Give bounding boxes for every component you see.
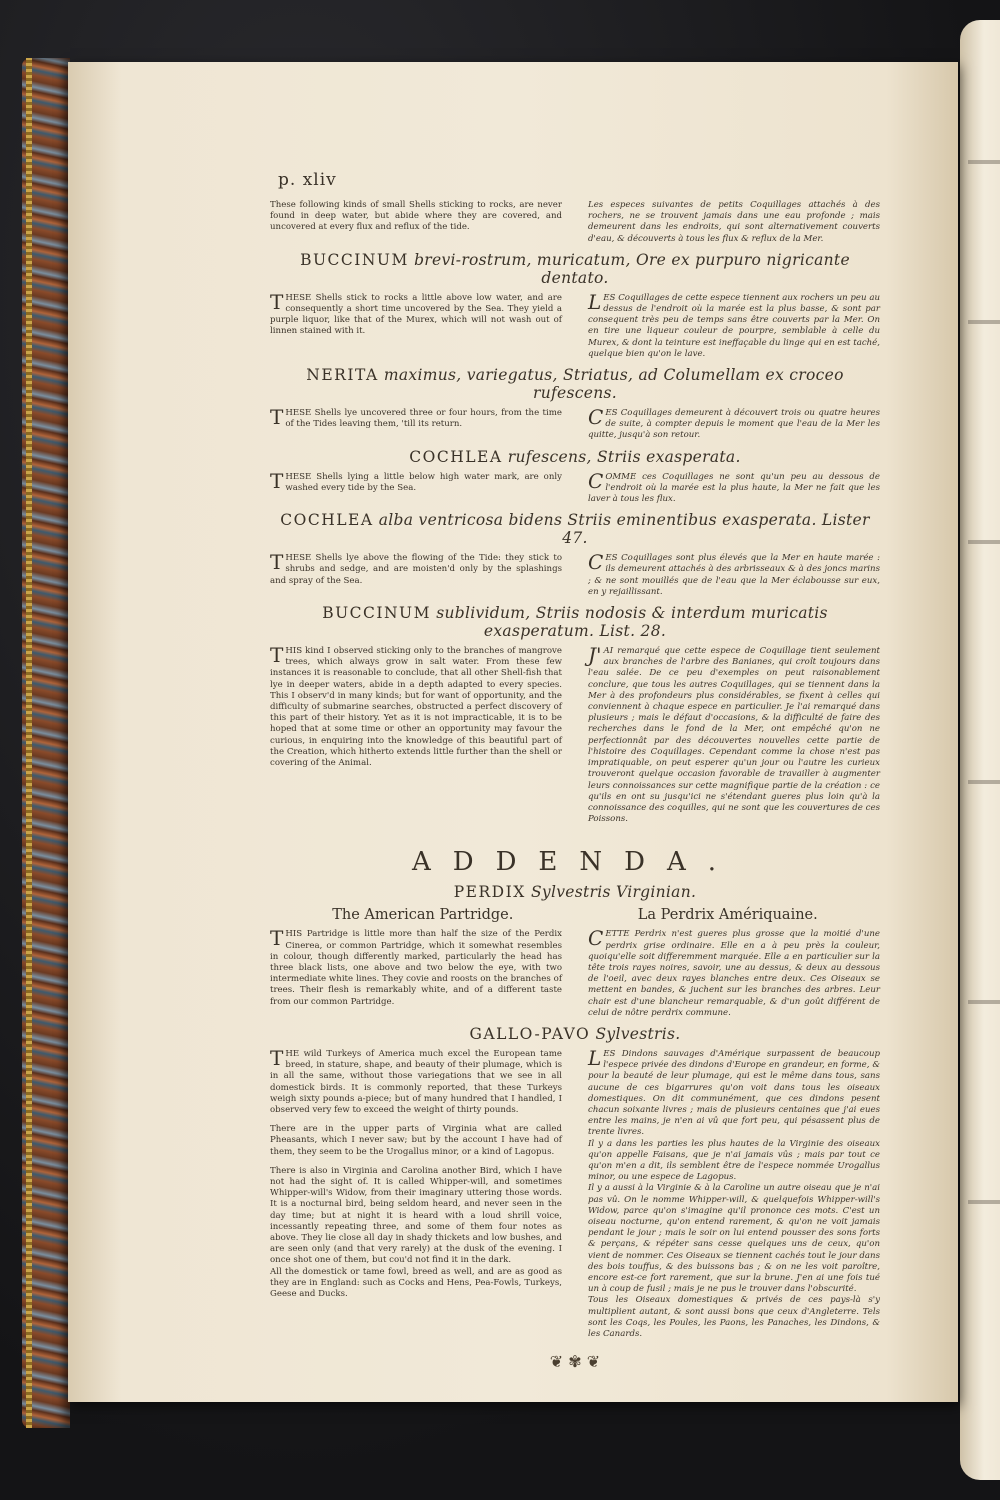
intro xyxy=(270,200,880,245)
page-text xyxy=(270,170,880,1371)
gallo-en-3: There is also in Virginia and Carolina another Bird, which I have not had the sight of. It is called Whipper-will, and sometimes Whipper-will's Widow, from their imaginary uttering those words. It is a nocturnal bird, being seldom heard, and never seen in the day time; but at night it is heard with a loud shrill voice, incessantly repeating three, and some of them four notes as above. They lie close all day in shady thickets and low bushes, and are seen only (and that very rarely) at the dusk of the evening. I once shot one of them, but cou'd not find it in the dark. xyxy=(270,1165,562,1266)
section-en: THIS kind I observed sticking only to the branches of mangrove trees, which always grow in salt water. From these few instances it is reasonable to conclude, that all other Shell-fish that lye in deeper waters, abide in a depth adapted to every species. This I observ'd in many kinds; but for want of opportunity, and the difficulty of submarine searches, obstructed a perfect discovery of this part of their history. Yet as it is not impracticable, it is to be hoped that at some time or other an opportunity may favour the curious, in enquiring into the knowledge of this beautiful part of the Creation, which hitherto extends little further than the shell or covering of the Animal. xyxy=(270,643,562,769)
page-number: p. xliv xyxy=(278,170,337,190)
section-fr: J'AI remarqué que cette espece de Coquillage tient seulement aux branches de l'arbre des Banianes, qui croît toujours dans l'eau salée. De ce peu d'exemples on peut raisonablement conclure, que tous les autres Coquillages, qui se tiennent dans la Mer à des profondeurs plus considérables, se fixent à celles qui conviennent à chaque espece en particulier. Je l'ai remarqué dans plusieurs ; mais le défaut d'occasions, & la difficulté de faire des recherches dans le fond de la Mer, ont empêché qu'on ne perfectionnât par des découvertes nouvelles cette partie de l'histoire des Coquillages. Cependant comme la chose n'est pas impratiquable, on peut esperer qu'un jour ou l'autre les curieux trouveront quelque occasion favorable de travailler à augmenter leurs connoissances sur cette magnifique partie de la création : ce qu'ils en ont su jusqu'ici ne s'étendant gueres plus loin qu'à la connoissance des coquilles, qui ne sont que les couvertures de ces Poissons. xyxy=(588,643,880,825)
perdix-fr-subheading: La Perdrix Amériquaine. xyxy=(637,907,818,924)
gallo-fr-4: Tous les Oiseaux domestiques & privés de ces pays-là s'y multiplient autant, & sont aussi bons que ceux d'Angleterre. Tels sont les Coqs, les Poules, les Paons, les Panaches, les Dindons, & les Canards. xyxy=(588,1295,880,1340)
section-2 xyxy=(270,366,880,442)
gallo-pavo-heading: GALLO-PAVO Sylvestris. xyxy=(469,1024,681,1043)
section-3 xyxy=(270,448,880,506)
section-fr: LES Coquillages de cette espece tiennent aux rochers un peu au dessus de l'endroit où la marée est la plus basse, & sont par consequent très peu de temps sans être couverts par la Mer. On en tire une liqueur couleur de pourpre, semblable à celle du Murex, & dont la teinture est ineffaçable du linge qui en est taché, quelque bien qu'on le lave. xyxy=(588,289,880,359)
section-4 xyxy=(270,511,880,598)
gallo-en-1: THE wild Turkeys of America much excel the European tame breed, in stature, shape, and beauty of their plumage, which is in all the same, without those variegations that we see in all domestick birds. It is commonly reported, that these Turkeys weigh sixty pounds a-piece; but of many hundred that I handled, I observed very few to exceed the weight of thirty pounds. xyxy=(270,1045,562,1115)
section-en: THESE Shells lye above the flowing of the Tide: they stick to shrubs and sedge, and are moisten'd only by the splashings and spray of the Sea. xyxy=(270,550,562,586)
perdix-heading: PERDIX Sylvestris Virginian. xyxy=(453,883,697,902)
addenda-title: ADDENDA. xyxy=(411,847,739,878)
book-spine xyxy=(22,58,70,1428)
gallo-fr-1: LES Dindons sauvages d'Amérique surpassent de beaucoup l'espece privée des dindons d'Europe en grandeur, en forme, & pour la beauté de leur plumage, qui est le même dans tous, sans aucune de ces bigarrures qu'on voit dans tous les oiseaux domestiques. On dit communément, que ces dindons pesent chacun soixante livres ; mais de plusieurs centaines que j'ai eues entre les mains, je n'en ai vû que fort peu, qui pésassent plus de trente livres. xyxy=(588,1045,880,1138)
section-heading: NERITA maximus, variegatus, Striatus, ad Columellam ex croceo rufescens. xyxy=(306,366,844,403)
gallo-fr-3: Il y a aussi à la Virginie & à la Caroline un autre oiseau que je n'ai pas vû. On le nomme Whipper-will, & quelquefois Whipper-will's Widow, parce qu'on s'imagine qu'il prononce ces mots. C'est un oiseau nocturne, qu'on entend rarement, & qu'on ne voit jamais pendant le jour ; mais le soir on lui entend pousser des sons forts & perçans, & répéter sans cesse quelques uns de ceux, qu'on vient de nommer. Ces Oiseaux se tiennent cachés tout le jour dans des bois touffus, & des buissons bas ; & on ne les voit paroître, encore est-ce fort rarement, que sur la brune. J'en ai une fois tué un à coup de fusil ; mais je ne pus le trouver dans l'obscurité. xyxy=(588,1183,880,1295)
gallo-en-2: There are in the upper parts of Virginia what are called Pheasants, which I never saw; but by the account I have had of them, they seem to be the Urogallus minor, or a kind of Lagopus. xyxy=(270,1124,562,1157)
intro-en: These following kinds of small Shells sticking to rocks, are never found in deep water, but abide where they are covered, and uncovered at every flux and reflux of the tide. xyxy=(270,200,562,233)
section-heading: BUCCINUM sublividum, Striis nodosis & interdum muricatis exasperatum. List. 28. xyxy=(322,604,828,641)
gallo-en-4: All the domestick or tame fowl, breed as well, and are as good as they are in England: such as Cocks and Hens, Pea-Fowls, Turkeys, Geese and Ducks. xyxy=(270,1266,562,1299)
section-en: THESE Shells lying a little below high water mark, are only washed every tide by the Sea. xyxy=(270,468,562,493)
section-heading: BUCCINUM brevi-rostrum, muricatum, Ore ex purpuro nigricante dentato. xyxy=(300,250,850,287)
section-1 xyxy=(270,251,880,360)
section-5 xyxy=(270,604,880,825)
section-heading: COCHLEA rufescens, Striis exasperata. xyxy=(409,447,741,466)
perdix-en-subheading: The American Partridge. xyxy=(332,907,514,924)
section-en: THESE Shells lye uncovered three or four hours, from the time of the Tides leaving them, 'till its return. xyxy=(270,405,562,430)
section-heading: COCHLEA alba ventricosa bidens Striis eminentibus exasperata. Lister 47. xyxy=(280,511,870,548)
perdix-fr: CETTE Perdrix n'est gueres plus grosse que la moitié d'une perdrix grise ordinaire. Elle en a à peu près la couleur, quoiqu'elle soit differemment marquée. Elle a en particulier sur la tête trois rayes noires, savoir, une au dessus, & deux au dessous de l'oeil, avec deux rayes blanches entre deux. Ces Oiseaux se mettent en bandes, & juchent sur les branches des arbres. Leur chair est d'une blancheur remarquable, & d'un goût différent de celui de nôtre perdrix commune. xyxy=(588,926,880,1018)
perdix-en: THIS Partridge is little more than half the size of the Perdix Cinerea, or common Partridge, which it somewhat resembles in colour, though differently marked, particularly the head has three black lists, one above and two below the eye, with two intermediate white lines. They covie and roosts on the branches of trees. Their flesh is remarkably white, and of a different taste from our common Partridge. xyxy=(270,926,562,1007)
ornament-icon: ❦ ✾ ❦ xyxy=(549,1352,601,1372)
section-en: THESE Shells stick to rocks a little above low water, and are consequently a short time uncovered by the Sea. They yield a purple liquor, like that of the Murex, which will not wash out of linnen stained with it. xyxy=(270,289,562,337)
facing-page-edge xyxy=(960,20,1000,1480)
intro-fr: Les especes suivantes de petits Coquillages attachés à des rochers, ne se trouvent jamais dans une eau profonde ; mais demeurent dans les endroits, qui sont alternativement couverts d'eau, & découverts à tous les flux & reflux de la Mer. xyxy=(588,200,880,244)
gallo-fr-2: Il y a dans les parties les plus hautes de la Virginie des oiseaux qu'on appelle Faisans, que je n'ai jamais vûs ; mais par tout ce qu'on m'en a dit, ils semblent être de l'espece nommée Urogallus minor, ou une espece de Lagopus. xyxy=(588,1138,880,1183)
section-fr: COMME ces Coquillages ne sont qu'un peu au dessous de l'endroit où la marée est la plus haute, la Mer ne fait que les laver à tous les flux. xyxy=(588,468,880,505)
section-fr: CES Coquillages sont plus élevés que la Mer en haute marée : ils demeurent attachés à des arbrisseaux & à des joncs marins ; & ne sont mouillés que de l'eau que la Mer éclabousse sur eux, en y rejaillissant. xyxy=(588,550,880,597)
section-fr: CES Coquillages demeurent à découvert trois ou quatre heures de suite, à compter depuis le moment que l'eau de la Mer les quitte, jusqu'à son retour. xyxy=(588,405,880,441)
